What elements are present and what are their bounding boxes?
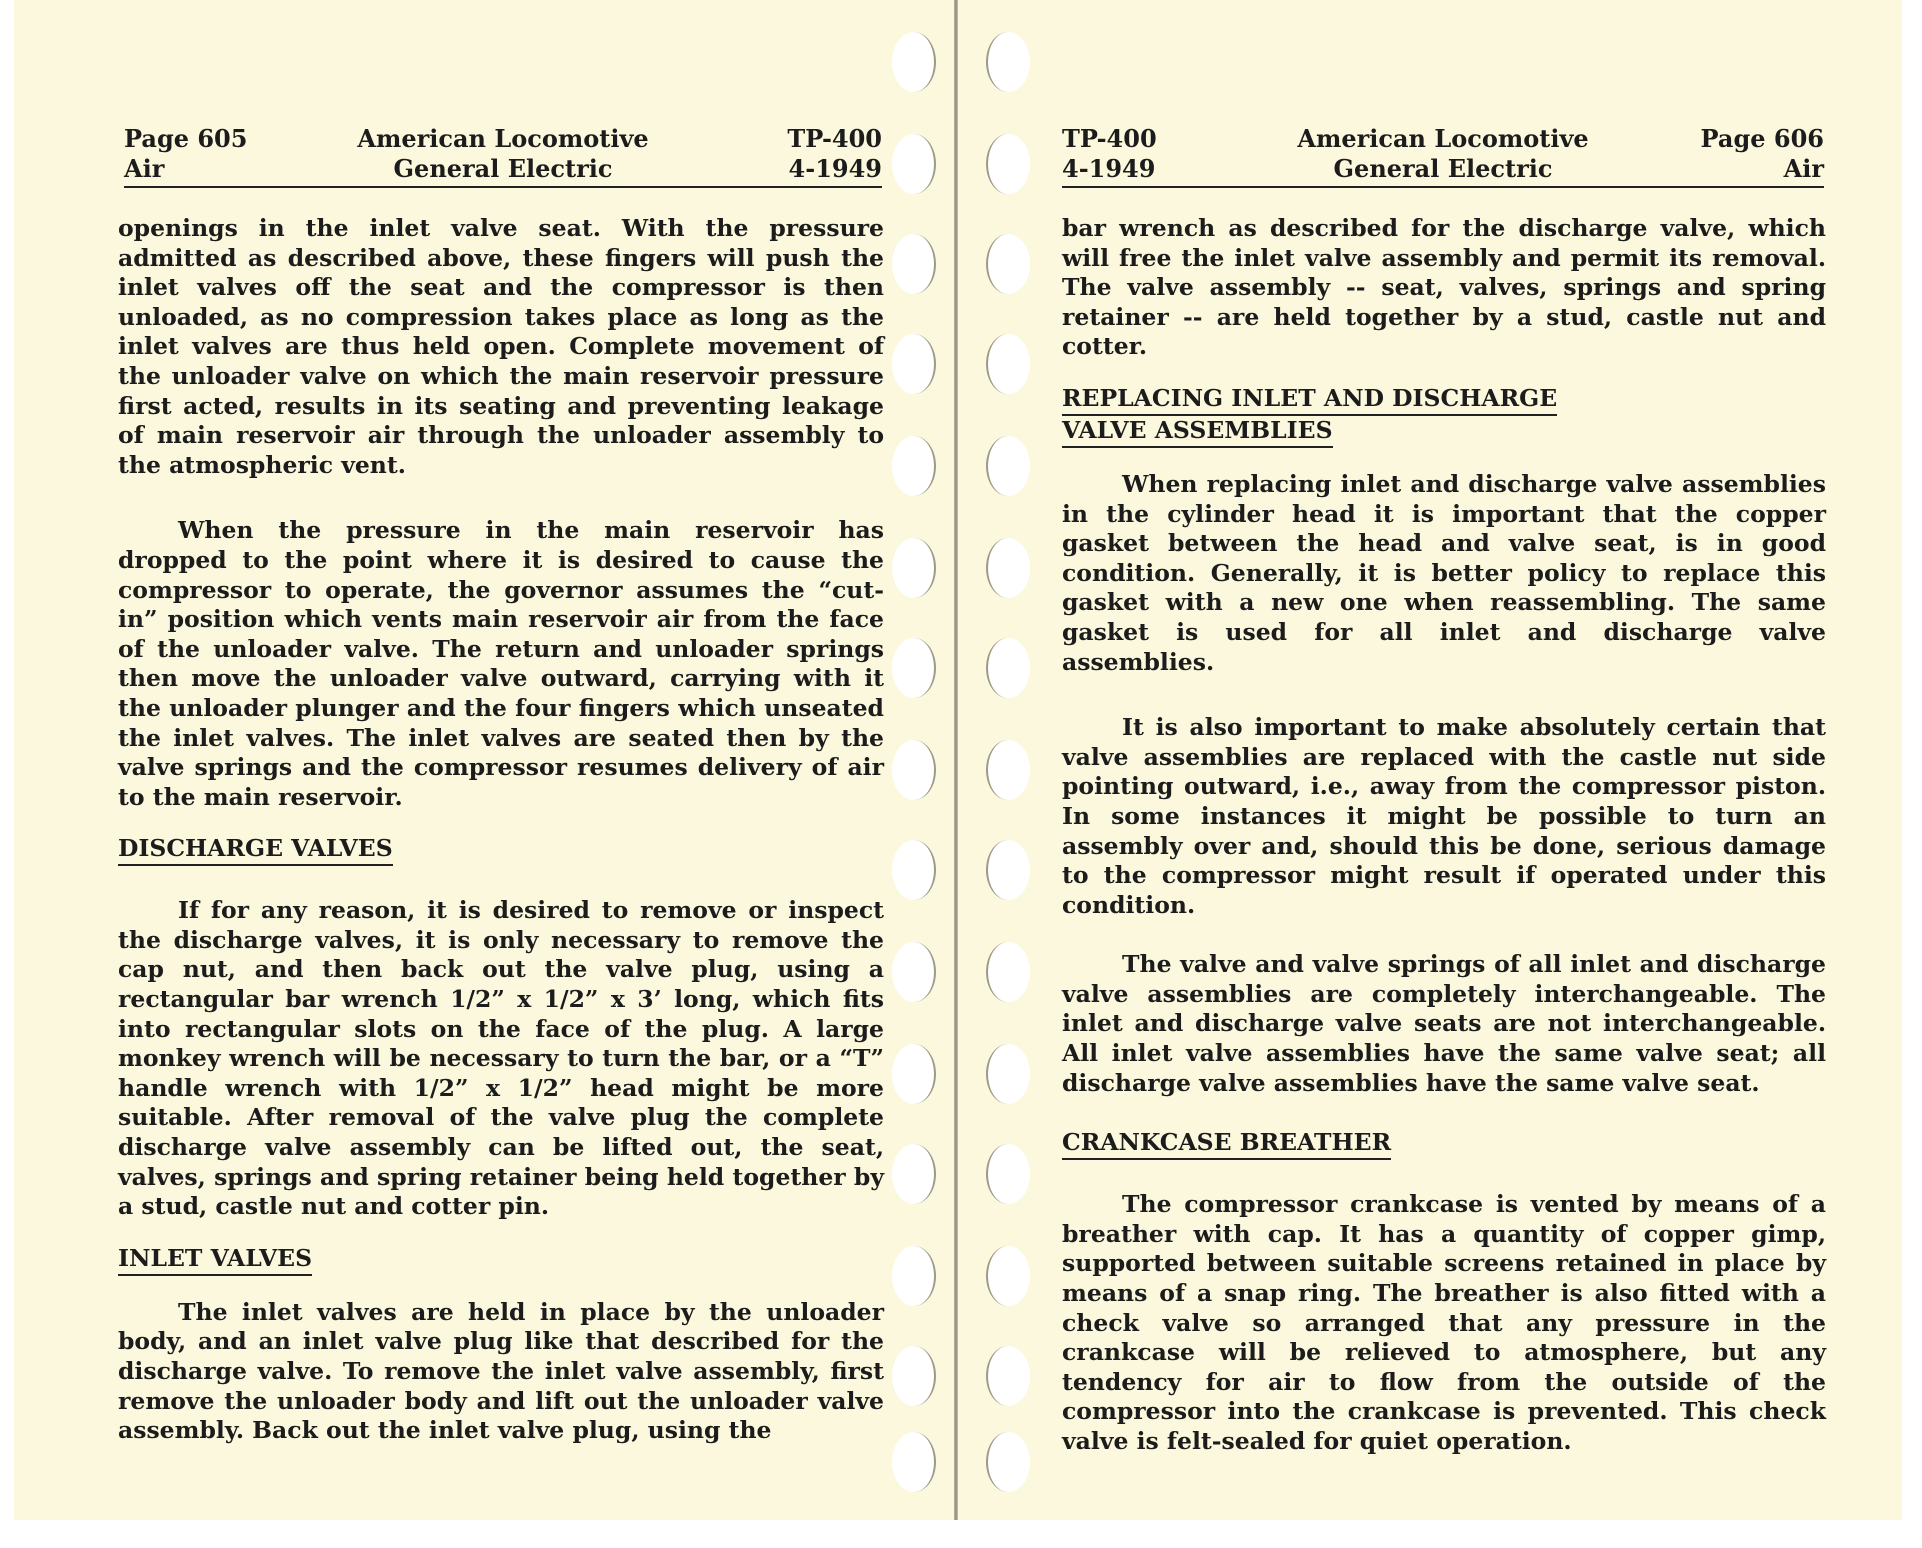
- section-label: Air: [1783, 154, 1824, 183]
- binder-hole: [892, 638, 936, 698]
- binder-hole: [986, 436, 1030, 496]
- binder-hole: [892, 234, 936, 294]
- left-page: [14, 0, 956, 1520]
- paragraph: bar wrench as described for the discharge valve, which will free the inlet valve assembly and permit its removal. The valve assembly -- seat, valves, springs and spring retainer -- are held together by a stud, castle nut and cotter.: [1062, 214, 1826, 361]
- paragraph: When replacing inlet and discharge valve assemblies in the cylinder head it is important that the copper gasket between the head and valve seat, is in good condition. Generally, it is better policy to replace this gasket with a new one when reassembling. The same gasket is used for all inlet and discharge valve assemblies.: [1062, 469, 1826, 676]
- binder-hole: [986, 1044, 1030, 1104]
- binder-hole: [892, 1144, 936, 1204]
- binder-hole: [892, 1432, 936, 1492]
- header-right: [787, 124, 882, 184]
- binder-hole: [986, 1144, 1030, 1204]
- page-header: [124, 124, 882, 188]
- binder-hole: [986, 234, 1030, 294]
- binder-hole: [892, 1346, 936, 1406]
- binder-hole: [892, 840, 936, 900]
- company-line2: General Electric: [1333, 154, 1553, 183]
- paragraph: If for any reason, it is desired to remove or inspect the discharge valves, it is only necessary to remove the cap nut, and then back out the valve plug, using a rectangular bar wrench 1/2” x 1/2” x 3’ long, which fits into rectangular slots on the face of the plug. A large monkey wrench will be necessary to turn the bar, or a “T” handle wrench with 1/2” x 1/2” head might be more suitable. After removal of the valve plug the complete discharge valve assembly can be lifted out, the seat, valves, springs and spring retainer being held together by a stud, castle nut and cotter pin.: [118, 896, 884, 1221]
- company-line1: American Locomotive: [357, 124, 649, 153]
- binder-hole: [986, 942, 1030, 1002]
- binder-hole: [986, 334, 1030, 394]
- company-line2: General Electric: [393, 154, 613, 183]
- paragraph: The inlet valves are held in place by the unloader body, and an inlet valve plug like that described for the discharge valve. To remove the inlet valve assembly, first remove the unloader body and lift out the unloader valve assembly. Back out the inlet valve plug, using the: [118, 1297, 884, 1445]
- company-line1: American Locomotive: [1297, 124, 1589, 153]
- page-number: Page 606: [1700, 124, 1824, 153]
- section-heading: DISCHARGE VALVES: [118, 834, 393, 866]
- section-label: Air: [124, 154, 165, 183]
- section-heading: VALVE ASSEMBLIES: [1062, 416, 1333, 448]
- doc-number: TP-400: [1062, 124, 1157, 153]
- binder-hole: [986, 1432, 1030, 1492]
- binder-hole: [986, 1246, 1030, 1306]
- page-body: [118, 214, 884, 1446]
- binder-hole: [892, 1246, 936, 1306]
- page-header: [1062, 124, 1824, 188]
- paragraph: It is also important to make absolutely certain that valve assemblies are replaced with the castle nut side pointing outward, i.e., away from the compressor piston. In some instances it might be possible to turn an assembly over and, should this be done, serious damage to the compressor might result if operated under this condition.: [1062, 713, 1826, 919]
- binder-hole: [986, 32, 1030, 92]
- section-heading: REPLACING INLET AND DISCHARGE: [1062, 384, 1557, 416]
- paragraph: openings in the inlet valve seat. With the pressure admitted as described above, these fingers will push the inlet valves off the seat and the compressor is then unloaded, as no compression takes place as long as the inlet valves are thus held open. Complete movement of the unloader valve on which the main reservoir pressure first acted, results in its seating and preventing leakage of main reservoir air through the unloader assembly to the atmospheric vent.: [118, 214, 884, 479]
- binder-hole: [892, 942, 936, 1002]
- binder-hole: [986, 740, 1030, 800]
- right-page: [958, 0, 1902, 1520]
- page-number: Page 605: [124, 124, 248, 153]
- paragraph: When the pressure in the main reservoir has dropped to the point where it is desired to cause the compressor to operate, the governor assumes the “cut-in” position which vents main reservoir air from the face of the unloader valve. The return and unloader springs then move the unloader valve outward, carrying with it the unloader plunger and the four fingers which unseated the inlet valves. The inlet valves are seated then by the valve springs and the compressor resumes delivery of air to the main reservoir.: [118, 516, 884, 811]
- doc-date: 4-1949: [1062, 154, 1156, 183]
- paragraph: The valve and valve springs of all inlet and discharge valve assemblies are completely interchangeable. The inlet and discharge valve seats are not interchangeable. All inlet valve assemblies have the same valve seat; all discharge valve assemblies have the same valve seat.: [1062, 950, 1826, 1097]
- page-body: [1062, 214, 1826, 1457]
- doc-date: 4-1949: [788, 154, 882, 183]
- binder-hole: [986, 840, 1030, 900]
- section-heading: INLET VALVES: [118, 1244, 312, 1276]
- binder-hole: [986, 1346, 1030, 1406]
- binder-hole: [892, 740, 936, 800]
- doc-number: TP-400: [787, 124, 882, 153]
- section-heading: CRANKCASE BREATHER: [1062, 1128, 1391, 1160]
- header-center: [124, 124, 882, 184]
- header-right: [1701, 124, 1824, 184]
- binder-hole: [892, 1044, 936, 1104]
- binder-hole: [892, 134, 936, 194]
- binder-hole: [892, 538, 936, 598]
- binder-hole: [892, 436, 936, 496]
- binder-hole: [986, 134, 1030, 194]
- binder-hole: [986, 538, 1030, 598]
- binder-hole: [892, 334, 936, 394]
- binder-hole: [986, 638, 1030, 698]
- binder-hole: [892, 32, 936, 92]
- paragraph: The compressor crankcase is vented by means of a breather with cap. It has a quantity of copper gimp, supported between suitable screens retained in place by means of a snap ring. The breather is also fitted with a check valve so arranged that any pressure in the crankcase will be relieved to atmosphere, but any tendency for air to flow from the outside of the compressor into the crankcase is prevented. This check valve is felt-sealed for quiet operation.: [1062, 1190, 1826, 1455]
